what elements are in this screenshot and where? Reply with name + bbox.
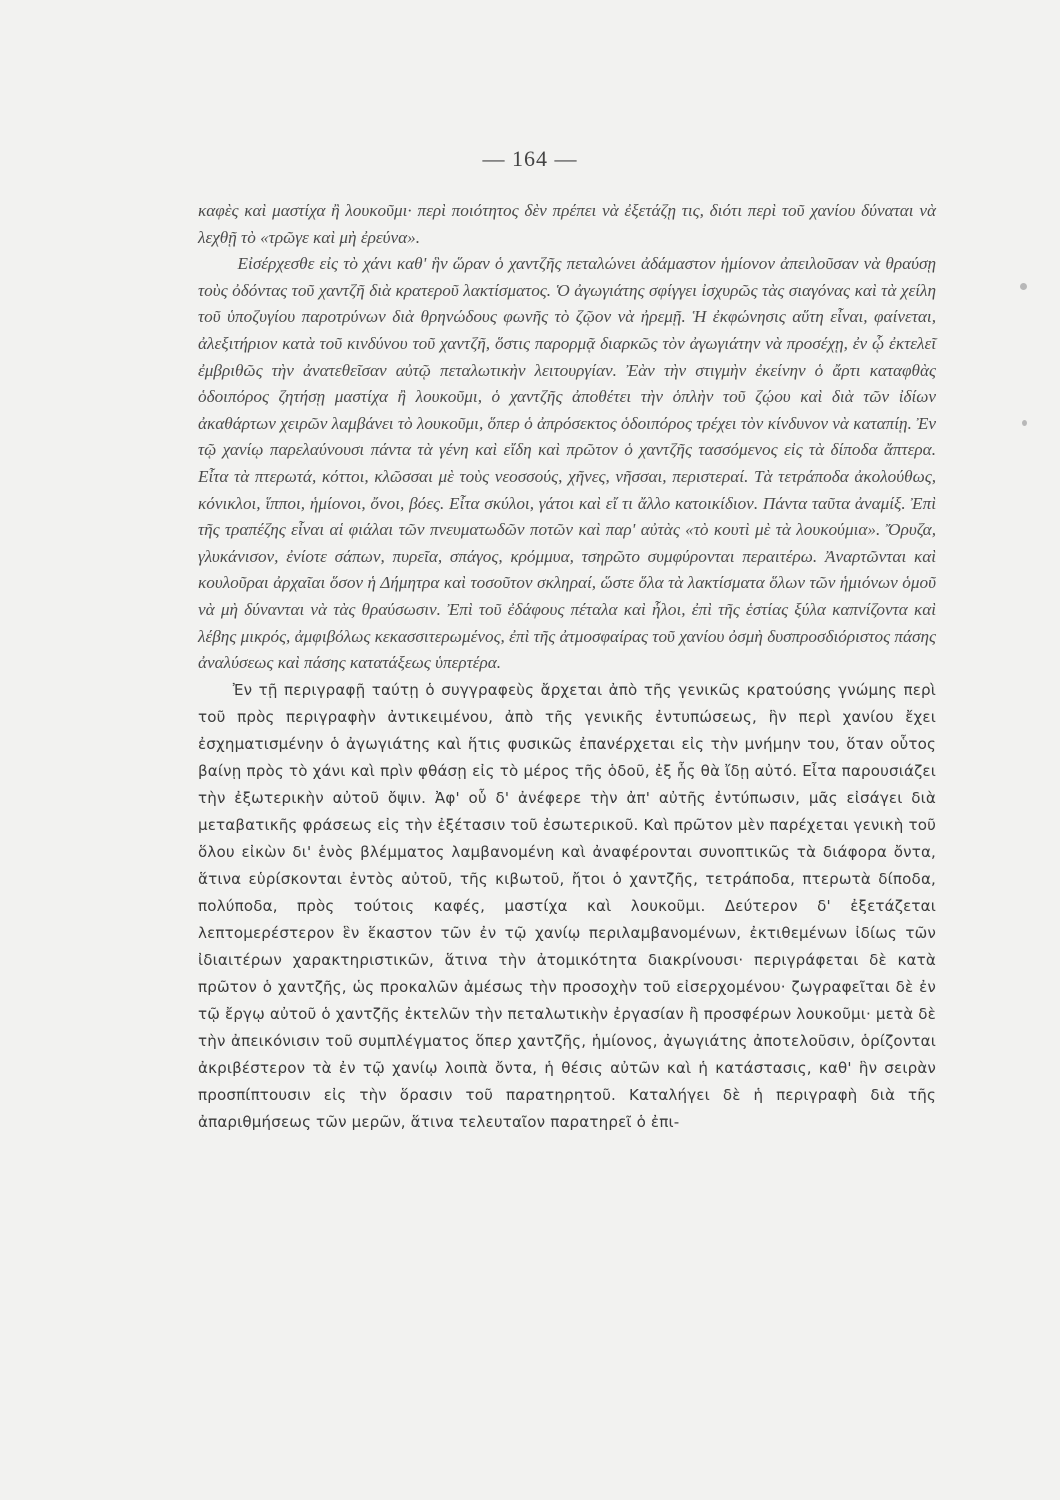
paragraph-2: Εἰσέρχεσθε εἰς τὸ χάνι καθ' ἣν ὥραν ὁ χαντζῆς πεταλώνει ἀδάμαστον ἡμίονον ἀπειλοῦσαν νὰ θραύσῃ τοὺς ὀδόντας τοῦ χαντζῆ διὰ κρατεροῦ λακτίσματος. Ὁ ἀγωγιάτης σφίγγει ἰσχυρῶς τὰς σιαγόνας καὶ τὰ χείλη τοῦ ὑποζυγίου παροτρύνων διὰ θρηνώδους φωνῆς τὸ ζῷον νὰ ἠρεμῇ. Ἡ ἐκφώνησις αὕτη εἶναι, φαίνεται, ἀλεξιτήριον κατὰ τοῦ κινδύνου τοῦ χαντζῆ, ὅστις παρορμᾷ διαρκῶς τὸν ἀγωγιάτην νὰ προσέχῃ, ἐν ᾧ ἐκτελεῖ ἐμβριθῶς τὴν ἀνατεθεῖσαν αὐτῷ πεταλωτικὴν λειτουργίαν. Ἐὰν τὴν στιγμὴν ἐκείνην ὁ ἄρτι καταφθὰς ὁδοιπόρος ζητήσῃ μαστίχα ἢ λουκοῦμι, ὁ χαντζῆς ἀποθέτει τὴν ὁπλὴν τοῦ ζῴου καὶ διὰ τῶν ἰδίων ἀκαθάρτων χειρῶν λαμβάνει τὸ λουκοῦμι, ὅπερ ὁ ἀπρόσεκτος ὁδοιπόρος τρέχει τὸν κίνδυνον νὰ καταπίῃ. Ἐν τῷ χανίῳ παρελαύνουσι πάντα τὰ γένη καὶ εἴδη καὶ πρῶτον ὁ χαντζῆς τασσόμενος εἰς τὰ δίποδα ἄπτερα. Εἶτα τὰ πτερωτά, κόττοι, κλῶσσαι μὲ τοὺς νεοσσούς, χῆνες, νῆσσαι, περιστεραί. Τὰ τετράποδα ἀκολούθως, κόνικλοι, ἵπποι, ἡμίονοι, ὄνοι, βόες. Εἶτα σκύλοι, γάτοι καὶ εἴ τι ἄλλο κατοικίδιον. Πάντα ταῦτα ἀναμίξ. Ἐπὶ τῆς τραπέζης εἶναι αἱ φιάλαι τῶν πνευματωδῶν ποτῶν καὶ παρ' αὐτὰς «τὸ κουτὶ μὲ τὰ λουκούμια». Ὄρυζα, γλυκάνισον, ἐνίοτε σάπων, πυρεῖα, σπάγος, κρόμμυα, τσηρῶτο συμφύρονται περαιτέρω. Ἀναρτῶνται καὶ κουλοῦραι ἀρχαῖαι ὅσον ἡ Δήμητρα καὶ τοσοῦτον σκληραί, ὥστε ὅλα τὰ λακτίσματα ὅλων τῶν ἡμιόνων ὁμοῦ νὰ μὴ δύνανται νὰ τὰς θραύσωσιν. Ἐπὶ τοῦ ἐδάφους πέταλα καὶ ἧλοι, ἐπὶ τῆς ἑστίας ξύλα καπνίζοντα καὶ λέβης μικρός, ἀμφιβόλως κεκασσιτερωμένος, ἐπὶ τῆς ἀτμοσφαίρας τοῦ χανίου ὀσμὴ δυσπροσδιόριστος πάσης ἀναλύσεως καὶ πάσης κατατάξεως ὑπερτέρα.: [198, 254, 936, 673]
body-text: [198, 198, 936, 1136]
paragraph-3: Ἐν τῇ περιγραφῇ ταύτῃ ὁ συγγραφεὺς ἄρχεται ἀπὸ τῆς γενικῶς κρατούσης γνώμης περὶ τοῦ πρὸς περιγραφὴν ἀντικειμένου, ἀπὸ τῆς γενικῆς ἐντυπώσεως, ἣν περὶ χανίου ἔχει ἐσχηματισμένην ὁ ἀγωγιάτης καὶ ἥτις φυσικῶς ἐπανέρχεται εἰς τὴν μνήμην του, ὅταν οὗτος βαίνῃ πρὸς τὸ χάνι καὶ πρὶν φθάσῃ εἰς τὸ μέρος τῆς ὁδοῦ, ἐξ ἧς θὰ ἴδῃ αὐτό. Εἶτα παρουσιάζει τὴν ἐξωτερικὴν αὐτοῦ ὄψιν. Ἀφ' οὗ δ' ἀνέφερε τὴν ἀπ' αὐτῆς ἐντύπωσιν, μᾶς εἰσάγει διὰ μεταβατικῆς φράσεως εἰς τὴν ἐξέτασιν τοῦ ἐσωτερικοῦ. Καὶ πρῶτον μὲν παρέχεται γενικὴ τοῦ ὅλου εἰκὼν δι' ἑνὸς βλέμματος λαμβανομένη καὶ ἀναφέρονται συνοπτικῶς τὰ διάφορα ὄντα, ἅτινα εὑρίσκονται ἐντὸς αὐτοῦ, τῆς κιβωτοῦ, ἤτοι ὁ χαντζῆς, τετράποδα, πτερωτὰ δίποδα, πολύποδα, πρὸς τούτοις καφές, μαστίχα καὶ λουκοῦμι. Δεύτερον δ' ἐξετάζεται λεπτομερέστερον ἓν ἕκαστον τῶν ἐν τῷ χανίῳ περιλαμβανομένων, ἐκτιθεμένων ἰδίως τῶν ἰδιαιτέρων χαρακτηριστικῶν, ἅτινα τὴν ἀτομικότητα διακρίνουσι· περιγράφεται δὲ κατὰ πρῶτον ὁ χαντζῆς, ὡς προκαλῶν ἀμέσως τὴν προσοχὴν τοῦ εἰσερχομένου· ζωγραφεῖται δὲ ἐν τῷ ἔργῳ αὐτοῦ ὁ χαντζῆς ἐκτελῶν τὴν πεταλωτικὴν ἐργασίαν ἢ προσφέρων λουκοῦμι· μετὰ δὲ τὴν ἀπεικόνισιν τοῦ συμπλέγματος ὅπερ χαντζῆς, ἡμίονος, ἀγωγιάτης ἀποτελοῦσιν, ὁρίζονται ἀκριβέστερον τὰ ἐν τῷ χανίῳ λοιπὰ ὄντα, ἡ θέσις αὐτῶν καὶ ἡ κατάστασις, καθ' ἣν σειρὰν προσπίπτουσιν εἰς τὴν ὅρασιν τοῦ παρατηρητοῦ. Καταλήγει δὲ ἡ περιγραφὴ διὰ τῆς ἀπαριθμήσεως τῶν μερῶν, ἅτινα τελευταῖον παρατηρεῖ ὁ ἐπι-: [198, 680, 936, 1131]
scan-speck: [1020, 283, 1027, 290]
scan-speck: [1022, 420, 1027, 426]
page-number: — 164 —: [482, 146, 578, 171]
paragraph-1: καφὲς καὶ μαστίχα ἢ λουκοῦμι· περὶ ποιότητος δὲν πρέπει νὰ ἐξετάζῃ τις, διότι περὶ τοῦ χανίου δύναται νὰ λεχθῇ τὸ «τρῶγε καὶ μὴ ἐρεύνα».: [198, 201, 936, 247]
